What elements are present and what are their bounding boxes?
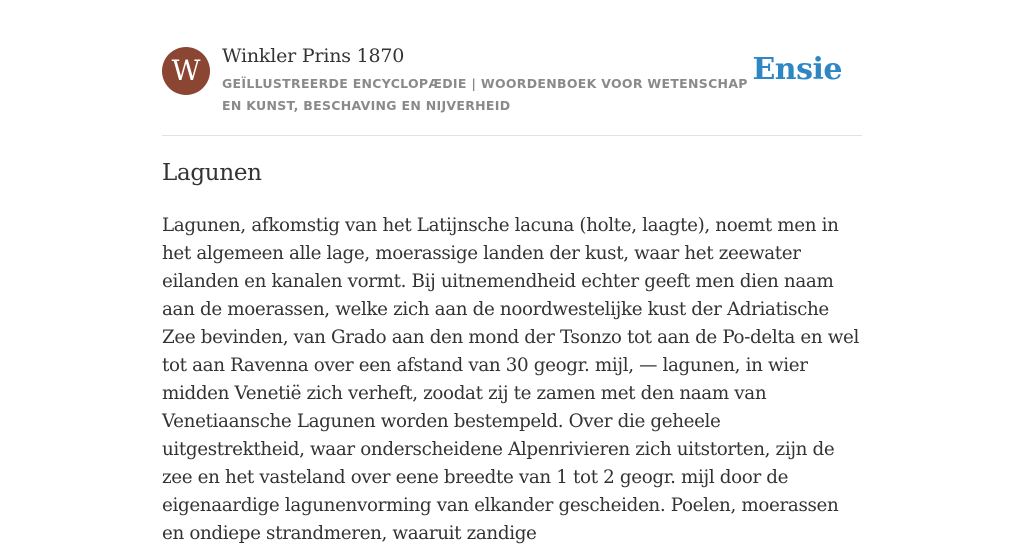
entry-title: Lagunen	[162, 160, 262, 186]
source-subtitle: GEÏLLUSTREERDE ENCYCLOPÆDIE | WOORDENBOEK VOOR WETENSCHAP EN KUNST, BESCHAVING EN NIJVERHEID	[222, 76, 748, 113]
source-title[interactable]: Winkler Prins 1870	[222, 45, 405, 67]
entry-body: Lagunen, afkomstig van het Latijnsche lacuna (holte, laagte), noemt men in het algemeen alle lage, moerassige landen der kust, waar het zeewater eilanden en kanalen vormt. Bij uitnemendheid echter geeft men dien naam aan de moerassen, welke zich aan de noordwestelijke kust der Adriatische Zee bevinden, van Grado aan den mond der Tsonzo tot aan de Po-delta en wel tot aan Ravenna over een afstand van 30 geogr. mijl, — lagunen, in wier midden Venetië zich verheft, zoodat zij te zamen met den naam van Venetiaansche Lagunen worden bestempeld. Over die geheele uitgestrektheid, waar onderscheidene Alpenrivieren zich uitstorten, zijn de zee en het vasteland over eene breedte van 1 tot 2 geogr. mijl door de eigenaardige lagunenvorming van elkander gescheiden. Poelen, moerassen en ondiepe strandmeren, waaruit zandige	[162, 215, 859, 544]
source-header	[162, 0, 862, 136]
avatar[interactable]: W	[162, 47, 210, 95]
ensie-logo-link[interactable]: Ensie	[752, 52, 842, 87]
content-container	[162, 0, 862, 544]
